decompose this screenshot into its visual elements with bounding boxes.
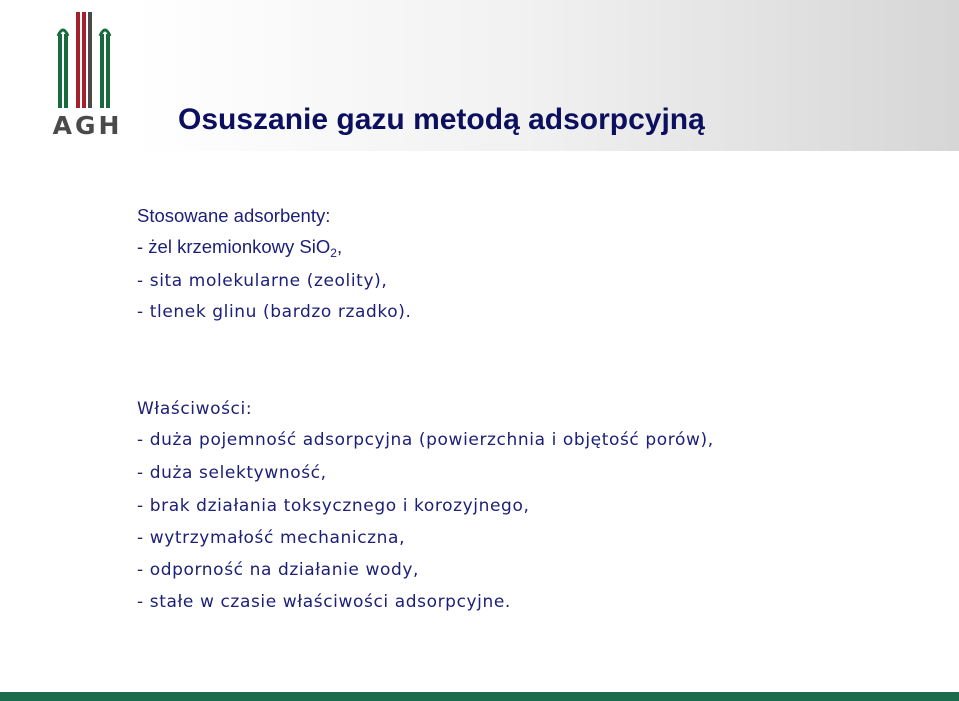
footer-bar	[0, 692, 959, 701]
agh-emblem-icon	[50, 12, 125, 108]
adsorbents-heading: Stosowane adsorbenty:	[137, 205, 331, 226]
adsorbent-item: - sita molekularne (zeolity),	[137, 271, 388, 291]
properties-heading: Właściwości:	[137, 399, 253, 419]
page-title: Osuszanie gazu metodą adsorpcyjną	[178, 103, 705, 136]
subscript: 2	[330, 246, 337, 260]
property-item: - odporność na działanie wody,	[137, 560, 420, 580]
property-item: - brak działania toksycznego i korozyjnego,	[137, 496, 530, 516]
adsorbent-item-punct: ,	[336, 236, 343, 257]
property-item: - wytrzymałość mechaniczna,	[137, 528, 406, 548]
adsorbent-item-text: - żel krzemionkowy SiO	[137, 236, 331, 257]
adsorbent-item: - tlenek glinu (bardzo rzadko).	[137, 302, 412, 322]
property-item: - duża selektywność,	[137, 463, 327, 483]
property-item: - duża pojemność adsorpcyjna (powierzchnia i objętość porów),	[137, 430, 714, 450]
logo-text: AGH	[52, 111, 123, 140]
property-item: - stałe w czasie właściwości adsorpcyjne.	[137, 592, 511, 612]
adsorbent-item	[137, 236, 342, 260]
agh-logo	[50, 12, 125, 140]
